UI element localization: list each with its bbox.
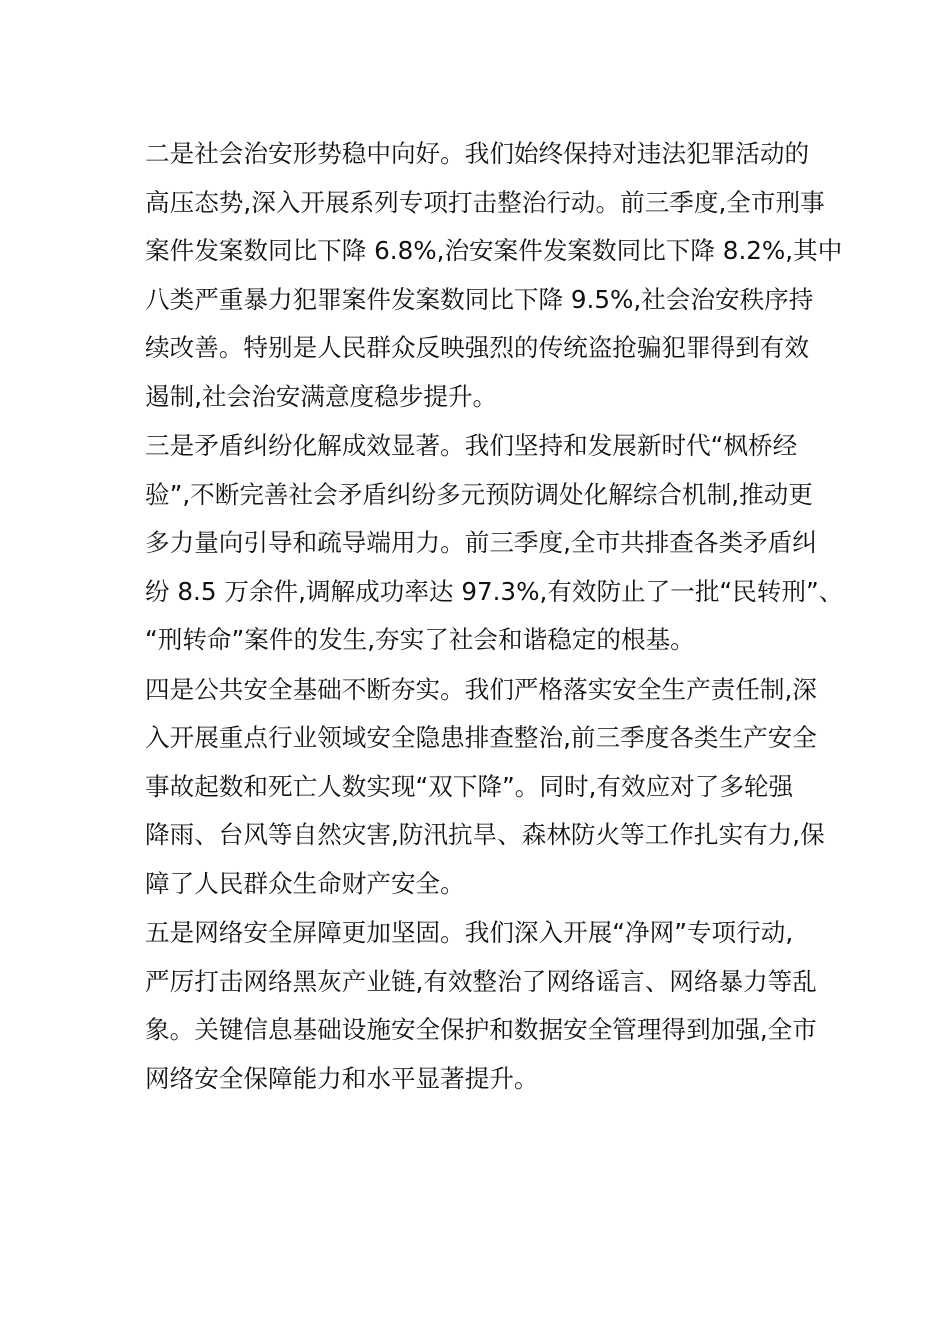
text-line: 象。关键信息基础设施安全保护和数据安全管理得到加强,全市 [145, 1015, 817, 1044]
text-line: 案件发案数同比下降 6.8%,治安案件发案数同比下降 8.2%,其中 [145, 236, 843, 265]
text-line: 高压态势,深入开展系列专项打击整治行动。前三季度,全市刑事 [145, 187, 825, 217]
text-line: 降雨、台风等自然灾害,防汛抗旱、森林防火等工作扎实有力,保 [145, 820, 825, 849]
document-body [145, 130, 844, 1104]
text-line: 事故起数和死亡人数实现“双下降”。同时,有效应对了多轮强 [145, 771, 794, 801]
text-line: 多力量向引导和疏导端用力。前三季度,全市共排查各类矛盾纠 [145, 528, 817, 557]
text-line: 二是社会治安形势稳中向好。我们始终保持对违法犯罪活动的 [145, 139, 810, 168]
text-line: 八类严重暴力犯罪案件发案数同比下降 9.5%,社会治安秩序持 [145, 284, 814, 314]
text-line: 严厉打击网络黑灰产业链,有效整治了网络谣言、网络暴力等乱 [145, 966, 817, 996]
text-line: 入开展重点行业领域安全隐患排查整治,前三季度各类生产安全 [145, 723, 817, 752]
paragraph-dispute-resolution [145, 422, 844, 665]
text-line: 四是公共安全基础不断夯实。我们严格落实安全生产责任制,深 [145, 674, 817, 704]
text-line: 续改善。特别是人民群众反映强烈的传统盗抢骗犯罪得到有效 [145, 333, 810, 362]
paragraph-social-security [145, 130, 843, 421]
text-line: 遏制,社会治安满意度稳步提升。 [145, 381, 498, 411]
text-line: 验”,不断完善社会矛盾纠纷多元预防调处化解综合机制,推动更 [145, 479, 813, 509]
text-line: 纷 8.5 万余件,调解成功率达 97.3%,有效防止了一批“民转刑”、 [145, 576, 844, 606]
text-line: 三是矛盾纠纷化解成效显著。我们坚持和发展新时代“枫桥经 [145, 431, 798, 460]
text-line: 网络安全保障能力和水平显著提升。 [145, 1063, 539, 1093]
paragraph-cyber-security [145, 909, 815, 1103]
text-line: “刑转命”案件的发生,夯实了社会和谐稳定的根基。 [145, 625, 695, 654]
paragraph-public-safety [145, 666, 825, 909]
text-line: 障了人民群众生命财产安全。 [145, 868, 465, 898]
text-line: 五是网络安全屏障更加坚固。我们深入开展“净网”专项行动, [145, 918, 794, 947]
